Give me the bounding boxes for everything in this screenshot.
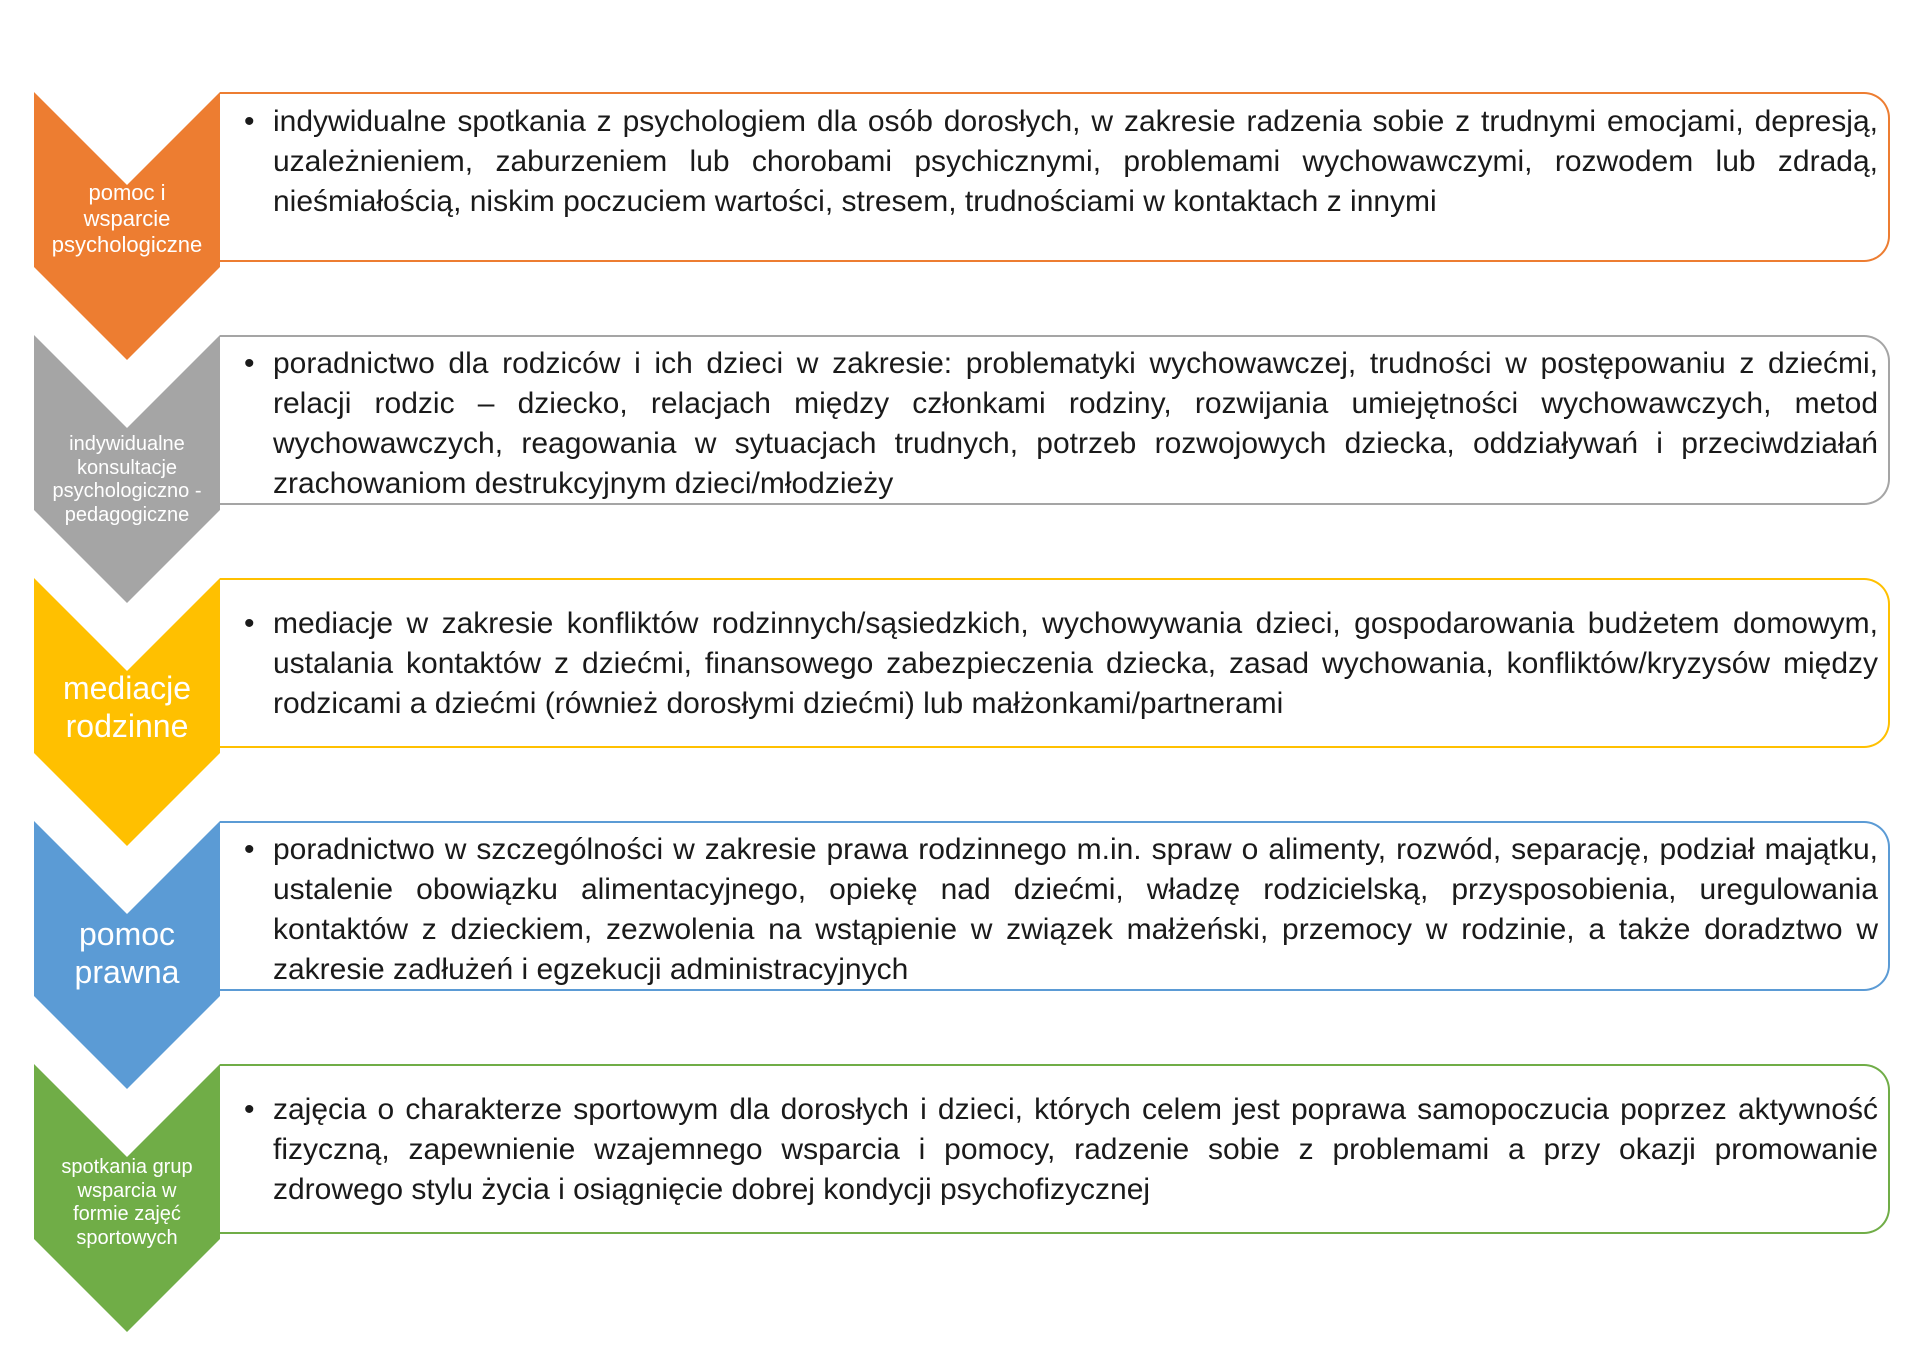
- description-item: [220, 1090, 1888, 1210]
- description-box: [220, 92, 1890, 262]
- description-box: [220, 821, 1890, 991]
- description-text: zajęcia o charakterze sportowym dla dorosłych i dzieci, których celem jest poprawa samopoczucia poprzez aktywność fizyczną, zapewnienie wzajemnego wsparcia i pomocy, radzenie sobie z problemami a przy okazji promowanie zdrowego stylu życia i osiągnięcie dobrej kondycji psychofizycznej: [273, 1093, 1878, 1206]
- description-item: [220, 830, 1888, 990]
- description-box: [220, 578, 1890, 748]
- step-label: indywidualne konsultacje psychologiczno - pedagogiczne: [52, 433, 202, 526]
- bullet-icon: •: [244, 105, 255, 138]
- description-text: poradnictwo dla rodziców i ich dzieci w zakresie: problematyki wychowawczej, trudności w postępowaniu z dziećmi, relacji rodzic – dziecko, relacjach między członkami rodziny, rozwijania umiejętności wychowawczych, metod wychowawczych, reagowania w sytuacjach trudnych, potrzeb rozwojowych dziecka, oddziaływań i przeciwdziałań zrachowaniom destrukcyjnym dzieci/młodzieży: [273, 347, 1878, 500]
- description-text: mediacje w zakresie konfliktów rodzinnych/sąsiedzkich, wychowywania dzieci, gospodarowania budżetem domowym, ustalania kontaktów z dziećmi, finansowego zabezpieczenia dziecka, zasad wychowania, konfliktów/kryzysów między rodzicami a dziećmi (również dorosłymi dziećmi) lub małżonkami/partnerami: [273, 607, 1878, 720]
- description-text: poradnictwo w szczególności w zakresie prawa rodzinnego m.in. spraw o alimenty, rozwód, separację, podział majątku, ustalenie obowiązku alimentacyjnego, opiekę nad dziećmi, władzę rodzicielską, przysposobienia, uregulowania kontaktów z dzieckiem, zezwolenia na wstąpienie w związek małżeński, przemocy w rodzinie, a także doradztwo w zakresie zadłużeń i egzekucji administracyjnych: [273, 833, 1878, 986]
- chevron-shape: [34, 578, 220, 846]
- description-item: [220, 604, 1888, 724]
- bullet-icon: •: [244, 347, 255, 380]
- description-item: [220, 102, 1888, 222]
- chevron-shape: [34, 92, 220, 360]
- step-label: spotkania grup wsparcia w formie zajęć sportowych: [61, 1156, 193, 1249]
- chevron-shape: [34, 821, 220, 1089]
- description-text: indywidualne spotkania z psychologiem dla osób dorosłych, w zakresie radzenia sobie z trudnymi emocjami, depresją, uzależnieniem, zaburzeniem lub chorobami psychicznymi, problemami wychowawczymi, rozwodem lub zdradą, nieśmiałością, niskim poczuciem wartości, stresem, trudnościami w kontaktach z innymi: [273, 105, 1878, 218]
- step-label: pomoc i wsparcie psychologiczne: [51, 180, 203, 257]
- step-label: pomoc prawna: [74, 916, 180, 990]
- chevron-shape: [34, 335, 220, 603]
- bullet-icon: •: [244, 607, 255, 640]
- description-box: [220, 335, 1890, 505]
- step-label: mediacje rodzinne: [62, 670, 192, 744]
- bullet-icon: •: [244, 1093, 255, 1126]
- description-box: [220, 1064, 1890, 1234]
- chevron-shape: [34, 1064, 220, 1332]
- bullet-icon: •: [244, 833, 255, 866]
- description-item: [220, 344, 1888, 504]
